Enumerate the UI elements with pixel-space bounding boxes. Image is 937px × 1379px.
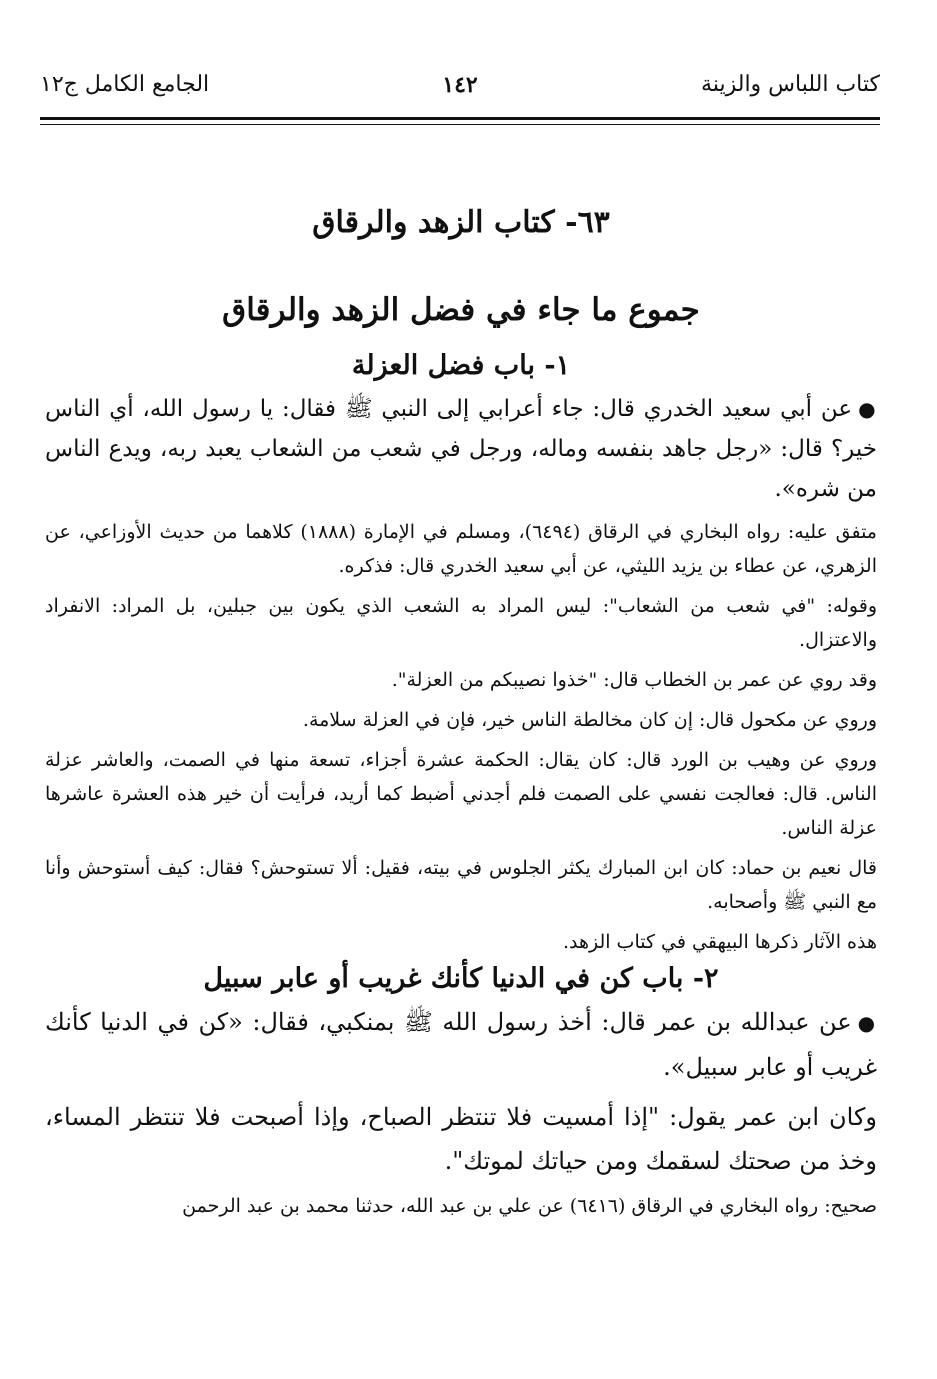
bab2-hadith-text: عن عبدالله بن عمر قال: أخذ رسول الله ﷺ بمنكبي، فقال: «كن في الدنيا كأنك غريب أو عابر سبيل». [45,1008,877,1081]
header-rule-thick [40,117,880,120]
bab1-hadith-text: عن أبي سعيد الخدري قال: جاء أعرابي إلى النبي ﷺ فقال: يا رسول الله، أي الناس خير؟ قال: «رجل جاهد بنفسه وماله، ورجل في شعب من الشعاب يعبد ربه، ويدع الناس من شره». [45,396,877,502]
section-title: جموع ما جاء في فضل الزهد والرقاق [222,292,700,328]
bullet-icon: ● [857,1011,877,1035]
book-title: ٦٣- كتاب الزهد والرقاق [312,205,610,240]
bab1-note-5: وروي عن وهيب بن الورد قال: كان يقال: الحكمة عشرة أجزاء، تسعة منها في الصمت، والعاشر عزلة الناس. قال: فعالجت نفسي على الصمت فلم أجدني أضبط كما أريد، فرأيت أن خير هذه العشرة عاشرها عزلة الناس. [45,749,877,839]
bab1-note-7: هذه الآثار ذكرها البيهقي في كتاب الزهد. [562,931,877,953]
bab1-title: ١- باب فضل العزلة [351,350,571,381]
page-body [45,205,877,1229]
bab2-paragraph: وكان ابن عمر يقول: "إذا أمسيت فلا تنتظر الصباح، وإذا أصبحت فلا تنتظر المساء، وخذ من صحتك لسقمك ومن حياتك لموتك". [45,1103,877,1175]
bab1-note-4: وروي عن مكحول قال: إن كان مخالطة الناس خير، فإن في العزلة سلامة. [302,709,877,731]
bab1-note-2: وقوله: "في شعب من الشعاب": ليس المراد به الشعب الذي يكون بين جبلين، بل المراد: الانفراد والاعتزال. [45,595,877,651]
bab1-note-1: متفق عليه: رواه البخاري في الرقاق (٦٤٩٤)، ومسلم في الإمارة (١٨٨٨) كلاهما من حديث الأوزاعي، عن الزهري، عن عطاء بن يزيد الليثي، عن أبي سعيد الخدري قال: فذكره. [45,521,877,577]
bab1-hadith [45,389,877,509]
bab1-note-6: قال نعيم بن حماد: كان ابن المبارك يكثر الجلوس في بيته، فقيل: ألا تستوحش؟ فقال: كيف أستوحش وأنا مع النبي ﷺ وأصحابه. [45,857,877,913]
header-rule-thin [40,124,880,125]
bab2-note: صحيح: رواه البخاري في الرقاق (٦٤١٦) عن علي بن عبد الله، حدثنا محمد بن عبد الرحمن [182,1195,877,1217]
page-number: ١٤٢ [442,72,478,98]
running-header [40,72,880,112]
header-chapter-title: كتاب اللباس والزينة [701,72,880,97]
bab2-title: ٢- باب كن في الدنيا كأنك غريب أو عابر سبيل [203,963,719,994]
bab1-note-3: وقد روي عن عمر بن الخطاب قال: "خذوا نصيبكم من العزلة". [391,669,877,691]
bullet-icon: ● [858,397,877,421]
header-book-volume: الجامع الكامل ج١٢ [40,72,210,97]
bab2-hadith [45,1000,877,1089]
